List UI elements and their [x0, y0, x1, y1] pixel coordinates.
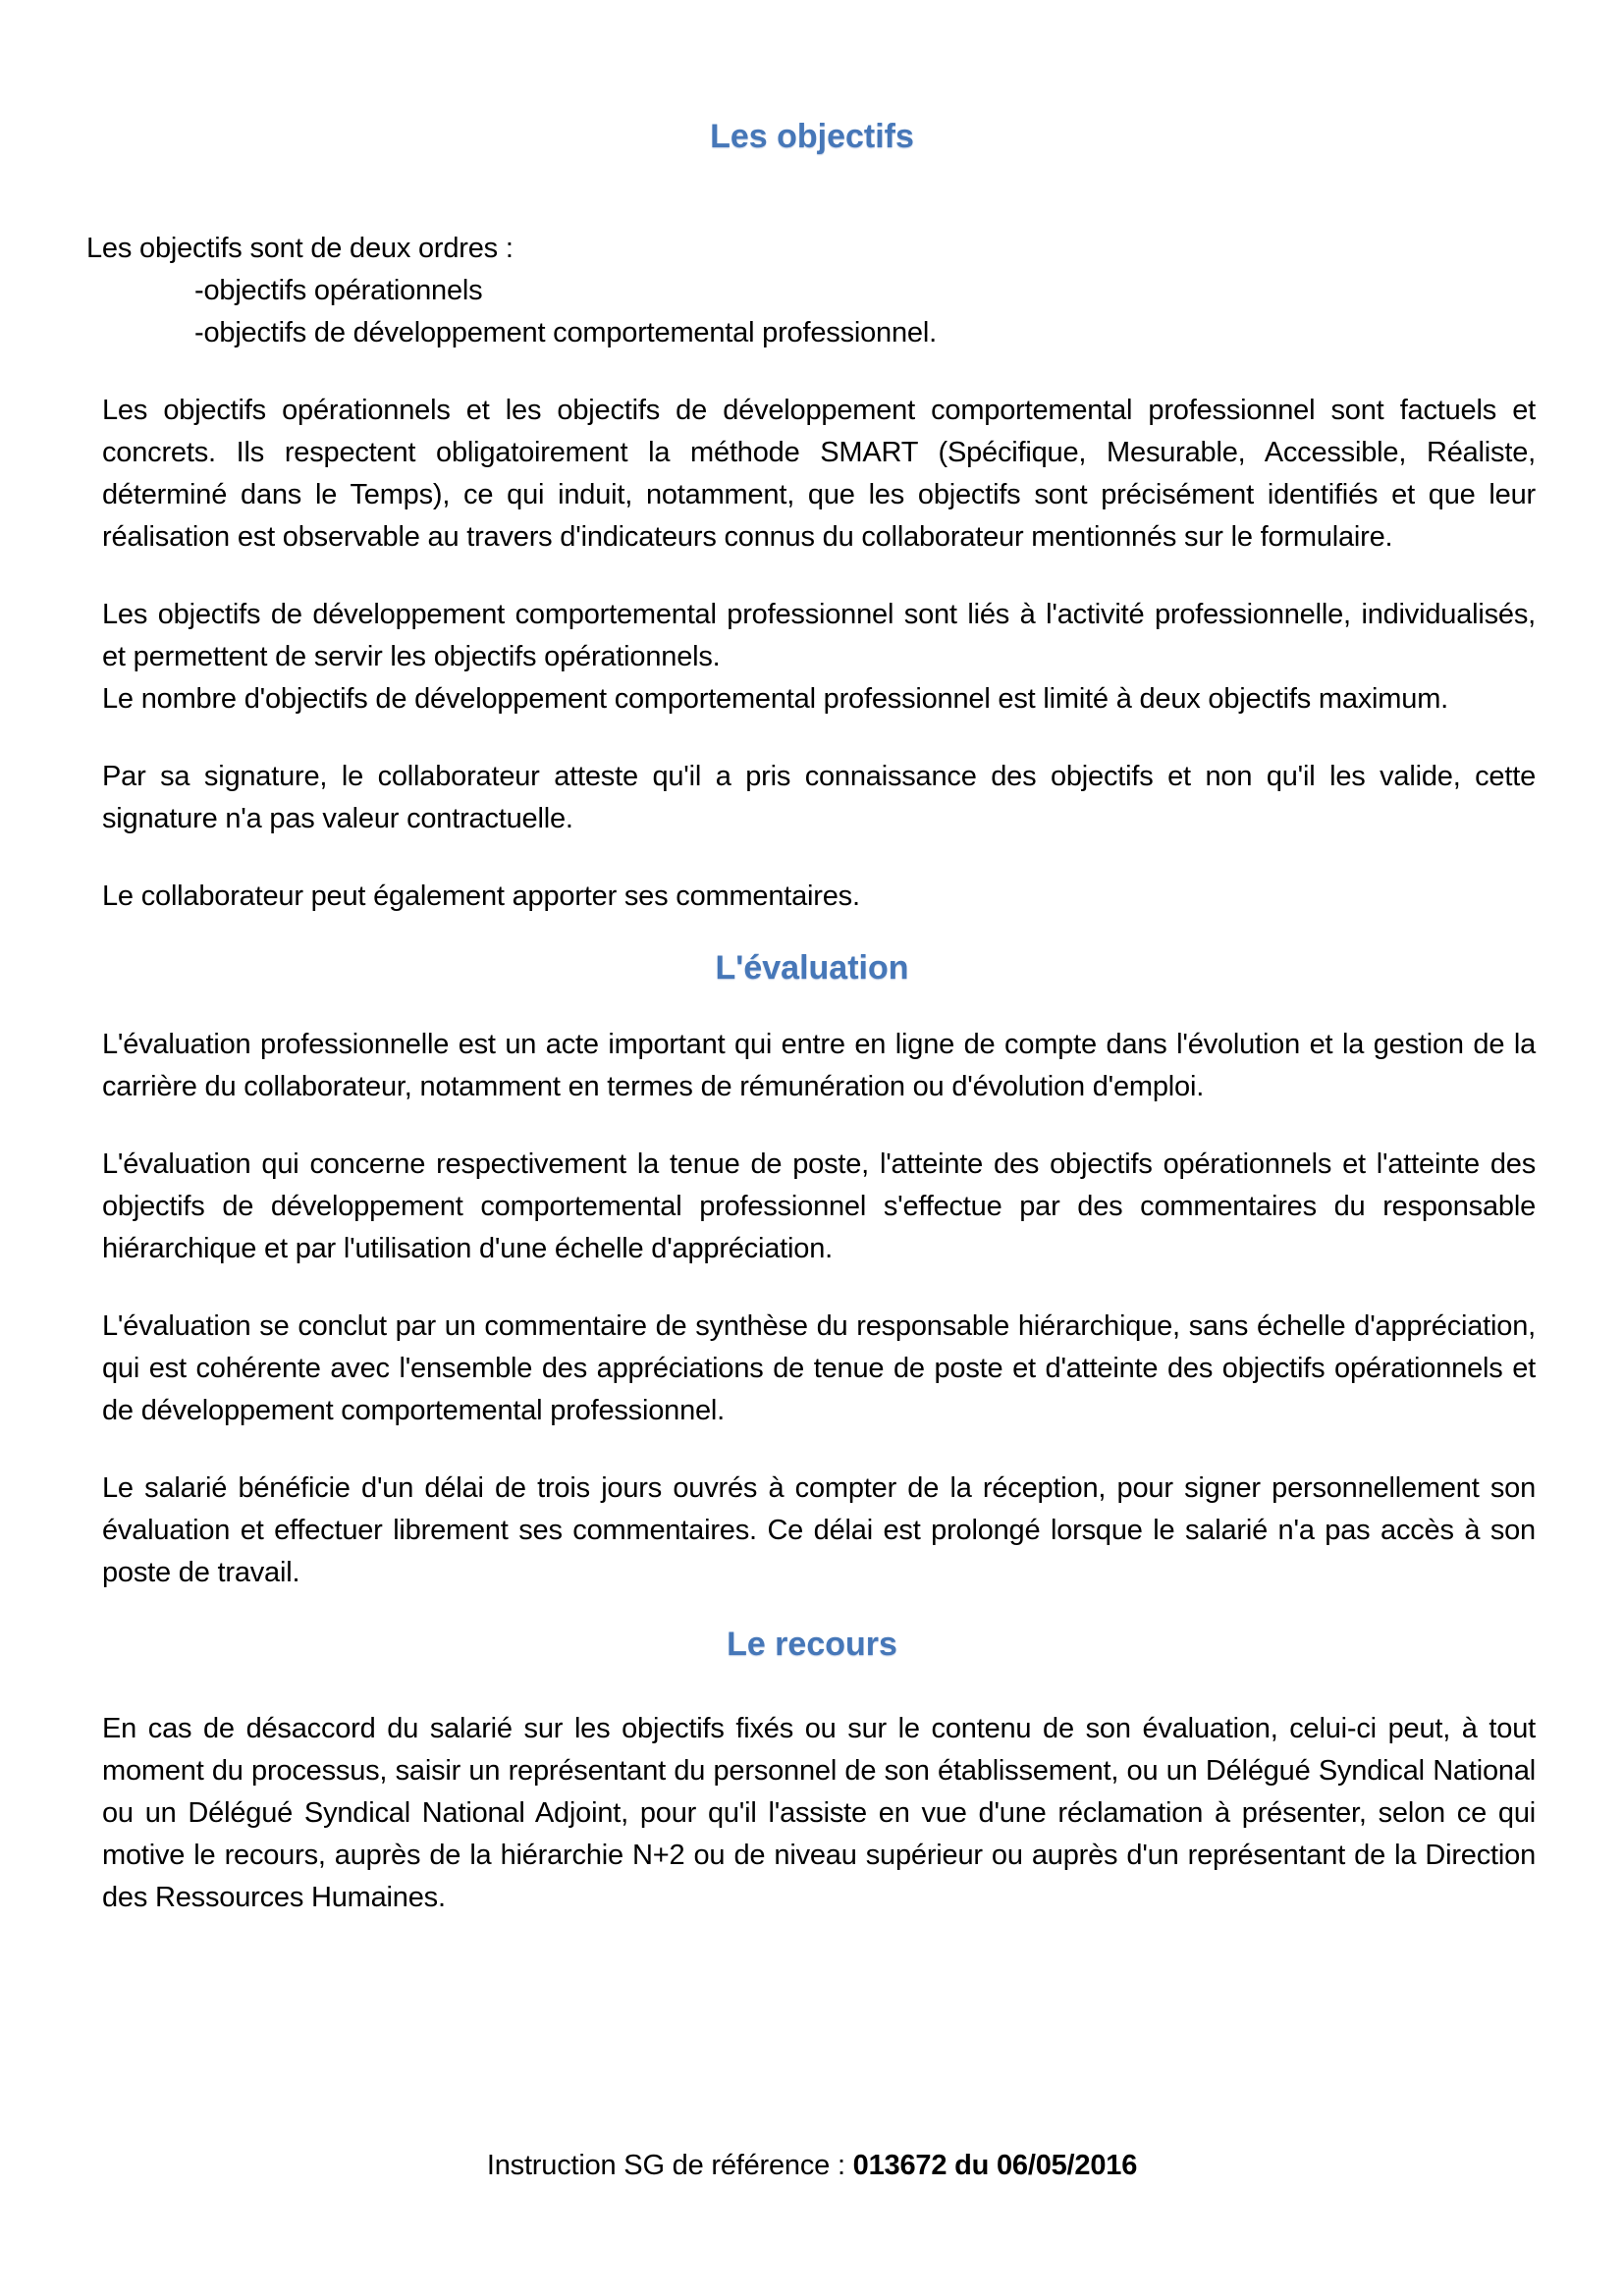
paragraph-group-developpement: [86, 594, 1538, 721]
document-content: [86, 0, 1538, 1919]
paragraph-signature: Par sa signature, le collaborateur atteste qu'il a pris connaissance des objectifs et non qu'il les valide, cette signature n'a pas valeur contractuelle.: [102, 761, 1536, 834]
paragraph-commentaires: Le collaborateur peut également apporter ses commentaires.: [102, 881, 860, 912]
paragraph-evaluation-importance: L'évaluation professionnelle est un acte important qui entre en ligne de compte dans l'évolution et la gestion de la carrière du collaborateur, notamment en termes de rémunération ou d'évolution d'emploi.: [102, 1029, 1536, 1102]
section-heading-recours: Le recours: [727, 1626, 897, 1663]
footer-reference-label: Instruction SG de référence :: [486, 2150, 853, 2181]
paragraph-evaluation-tenue-de-poste: L'évaluation qui concerne respectivement la tenue de poste, l'atteinte des objectifs opérationnels et l'atteinte des objectifs de développement comportemental professionnel s'effectue par des commentaires du responsable hiérarchique et par l'utilisation d'une échelle d'appréciation.: [102, 1148, 1536, 1264]
footer-reference: [0, 2146, 1624, 2185]
intro-lead: Les objectifs sont de deux ordres :: [86, 233, 514, 264]
paragraph-objectifs-nombre: Le nombre d'objectifs de développement comportemental professionnel est limité à deux objectifs maximum.: [102, 683, 1449, 715]
footer-reference-number: 013672 du 06/05/2016: [852, 2150, 1138, 2181]
section-heading-les-objectifs: Les objectifs: [710, 118, 914, 155]
section-recours: [86, 1624, 1538, 1919]
paragraph-evaluation-delai: Le salarié bénéficie d'un délai de trois jours ouvrés à compter de la réception, pour signer personnellement son évaluation et effectuer librement ses commentaires. Ce délai est prolongé lorsque le salarié n'a pas accès à son poste de travail.: [102, 1472, 1536, 1588]
paragraph-recours-desaccord: En cas de désaccord du salarié sur les objectifs fixés ou sur le contenu de son évaluation, celui-ci peut, à tout moment du processus, saisir un représentant du personnel de son établissement, ou un Délégué Syndical National ou un Délégué Syndical National Adjoint, pour qu'il l'assiste en vue d'une réclamation à présenter, selon ce qui motive le recours, auprès de la hiérarchie N+2 ou de niveau supérieur ou auprès d'un représentant de la Direction des Ressources Humaines.: [102, 1713, 1536, 1913]
section-les-objectifs: [86, 116, 1538, 918]
paragraph-objectifs-developpement: Les objectifs de développement comportemental professionnel sont liés à l'activité professionnelle, individualisés, et permettent de servir les objectifs opérationnels.: [102, 599, 1536, 672]
section-evaluation: [86, 947, 1538, 1594]
paragraph-objectifs-smart: Les objectifs opérationnels et les objectifs de développement comportemental professionnel sont factuels et concrets. Ils respectent obligatoirement la méthode SMART (Spécifique, Mesurable, Accessible, Réaliste, déterminé dans le Temps), ce qui induit, notamment, que les objectifs sont précisément identifiés et que leur réalisation est observable au travers d'indicateurs connus du collaborateur mentionnés sur le formulaire.: [102, 395, 1536, 553]
intro-item-objectifs-operationnels: -objectifs opérationnels: [194, 275, 483, 306]
intro-item-objectifs-developpement: -objectifs de développement comportemental professionnel.: [194, 317, 937, 348]
paragraph-evaluation-synthese: L'évaluation se conclut par un commentaire de synthèse du responsable hiérarchique, sans échelle d'appréciation, qui est cohérente avec l'ensemble des appréciations de tenue de poste et d'atteinte des objectifs opérationnels et de développement comportemental professionnel.: [102, 1310, 1536, 1426]
section-heading-evaluation: L'évaluation: [715, 949, 909, 987]
